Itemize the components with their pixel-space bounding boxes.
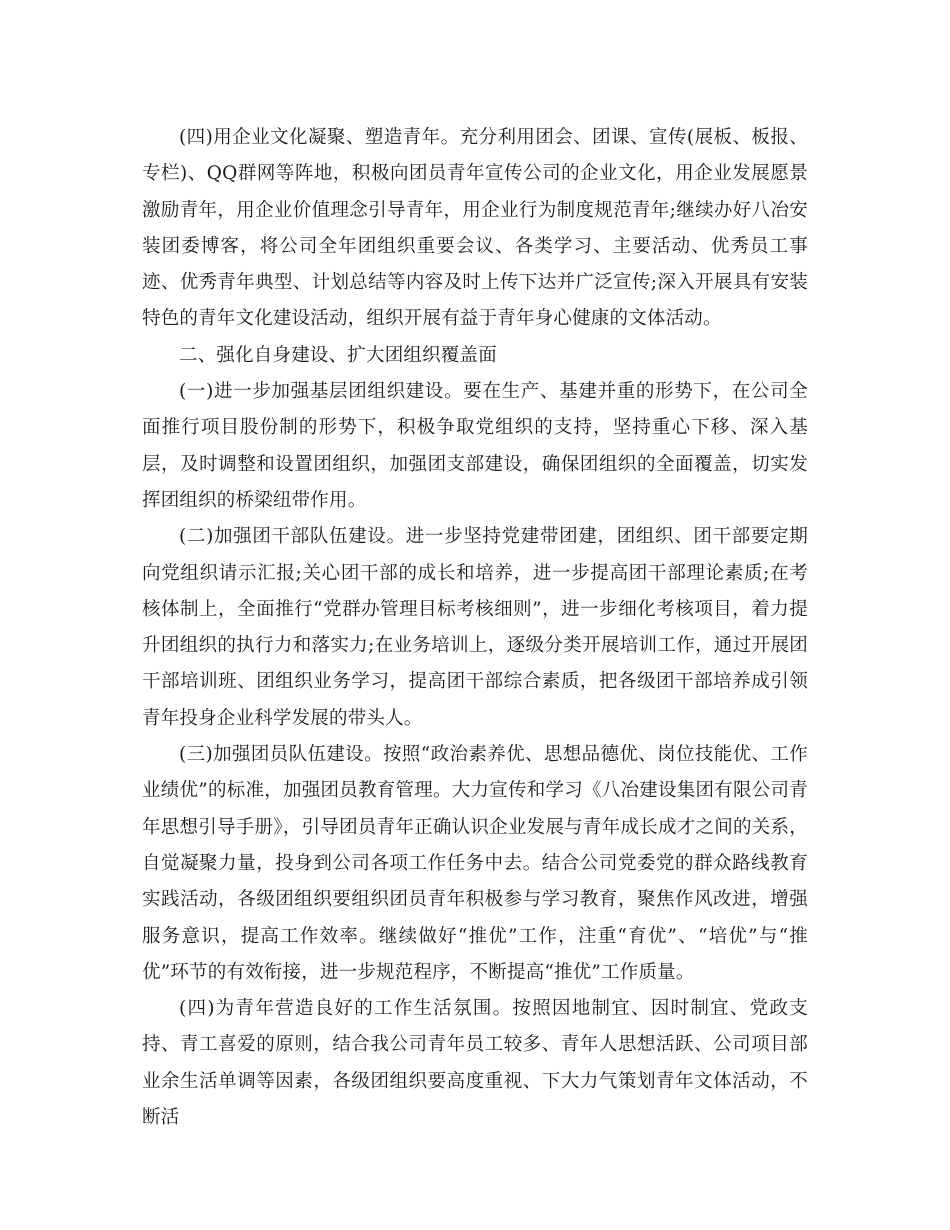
paragraph-corporate-culture: (四)用企业文化凝聚、塑造青年。充分利用团会、团课、宣传(展板、板报、专栏)、QQ群网等阵地，积极向团员青年宣传公司的企业文化，用企业发展愿景激励青年，用企业价值理念引导青年，用企业行为制度规范青年;继续办好八冶安装团委博客，将公司全年团组织重要会议、各类学习、主要活动、优秀员工事迹、优秀青年典型、计划总结等内容及时上传下达并广泛宣传;深入开展具有安装特色的青年文化建设活动，组织开展有益于青年身心健康的文体活动。 [142, 127, 808, 330]
document-body [142, 120, 808, 1136]
section-heading-self-building: 二、强化自身建设、扩大团组织覆盖面 [179, 344, 497, 366]
paragraph-grassroots-organization: (一)进一步加强基层团组织建设。要在生产、基建并重的形势下，在公司全面推行项目股份制的形势下，积极争取党组织的支持，坚持重心下移、深入基层，及时调整和设置团组织，加强团支部建设，确保团组织的全面覆盖，切实发挥团组织的桥梁纽带作用。 [142, 381, 808, 511]
paragraph-cadre-team: (二)加强团干部队伍建设。进一步坚持党建带团建，团组织、团干部要定期向党组织请示汇报;关心团干部的成长和培养，进一步提高团干部理论素质;在考核体制上，全面推行“党群办管理目标考核细则”，进一步细化考核项目，着力提升团组织的执行力和落实力;在业务培训上，逐级分类开展培训工作，通过开展团干部培训班、团组织业务学习，提高团干部综合素质，把各级团干部培养成引领青年投身企业科学发展的带头人。 [142, 526, 808, 729]
paragraph-work-life-atmosphere: (四)为青年营造良好的工作生活氛围。按照因地制宜、因时制宜、党政支持、青工喜爱的原则，结合我公司青年员工较多、青年人思想活跃、公司项目部业余生活单调等因素，各级团组织要高度重视、下大力气策划青年文体活动，不断活 [142, 998, 808, 1129]
paragraph-member-team: (三)加强团员队伍建设。按照“政治素养优、思想品德优、岗位技能优、工作业绩优”的标准，加强团员教育管理。大力宣传和学习《八冶建设集团有限公司青年思想引导手册》，引导团员青年正确认识企业发展与青年成长成才之间的关系，自觉凝聚力量，投身到公司各项工作任务中去。结合公司党委党的群众路线教育实践活动，各级团组织要组织团员青年积极参与学习教育，聚焦作风改进，增强服务意识，提高工作效率。继续做好“推优”工作，注重“育优”、“培优”与“推优”环节的有效衔接，进一步规范程序，不断提高“推优”工作质量。 [142, 744, 808, 983]
